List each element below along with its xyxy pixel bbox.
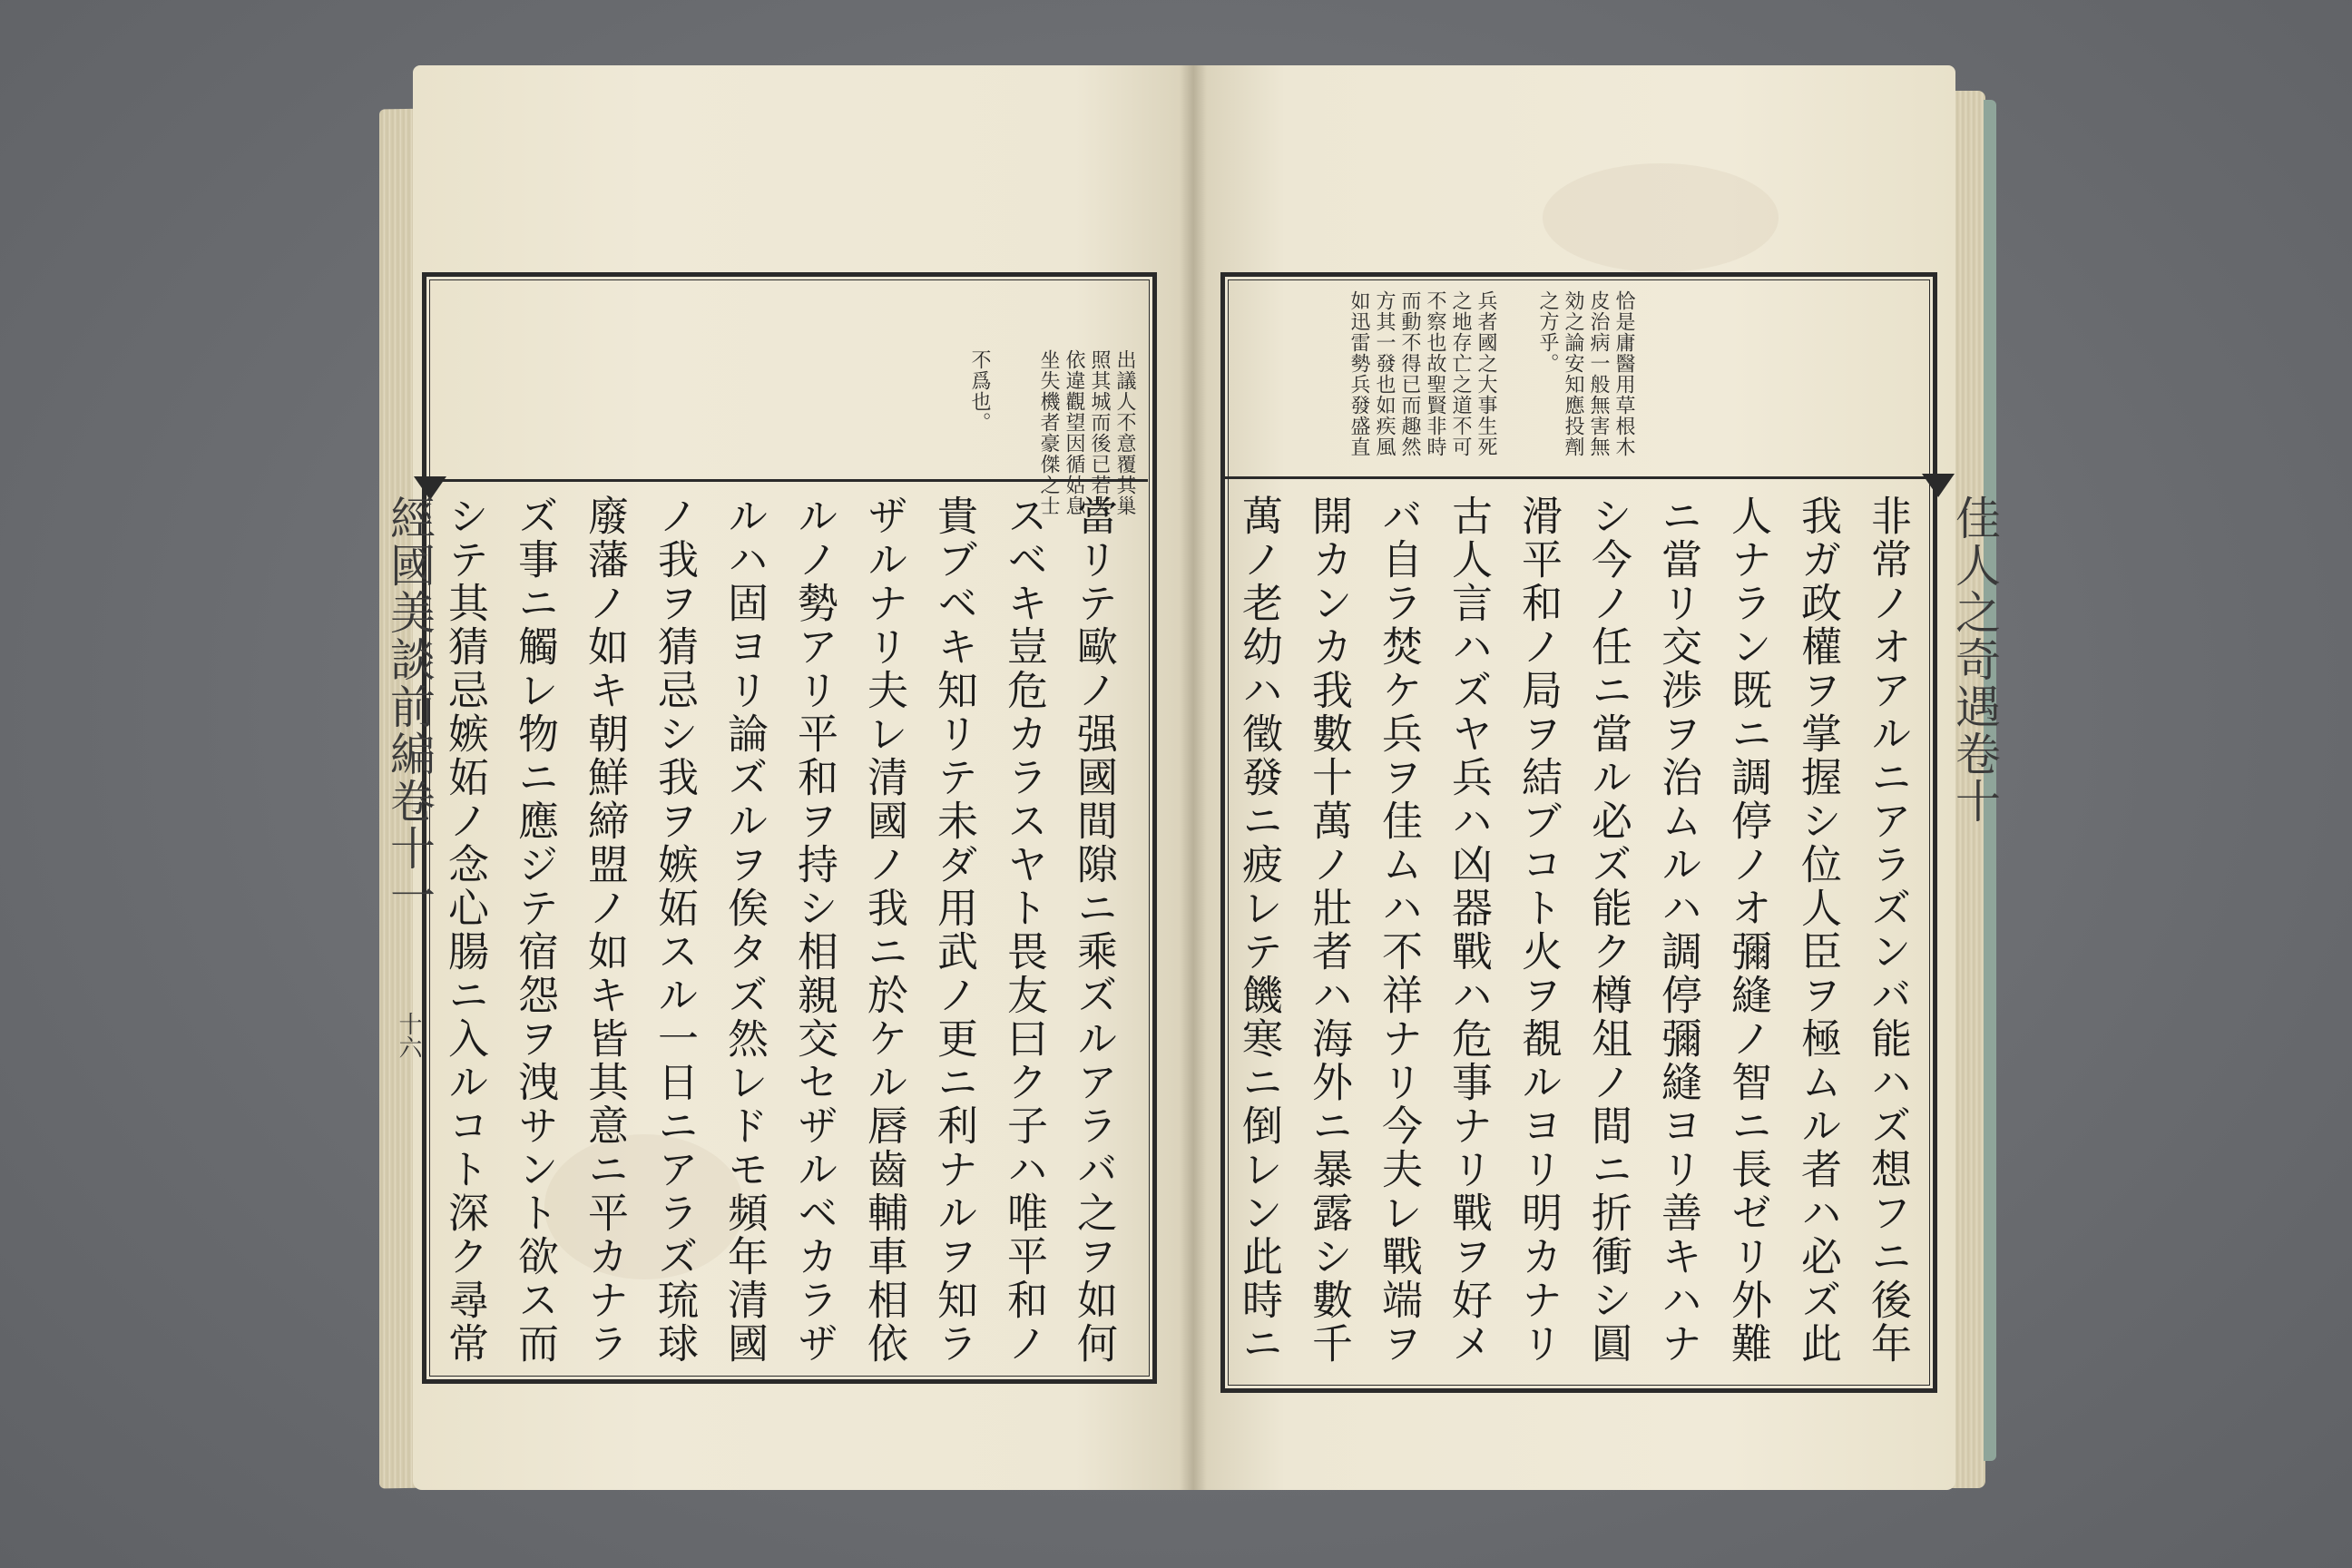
- left-text-column: ノ我ヲ猜忌シ我ヲ嫉妬スル一日ニアラズ琉球: [651, 495, 699, 1366]
- right-text-column: 古人言ハズヤ兵ハ凶器戰ハ危事ナリ戰ヲ好メ: [1445, 495, 1493, 1366]
- right-note-line: 効之論安知應投劑: [1562, 290, 1584, 457]
- right-note-line: 恰是庸醫用草根木: [1612, 290, 1635, 457]
- left-text-column: 廢藩ノ如キ朝鮮締盟ノ如キ皆其意ニ平カナラ: [581, 495, 629, 1366]
- book-gutter: [1180, 65, 1207, 1490]
- left-note-line: 坐失機者豪傑之士: [1037, 349, 1060, 516]
- right-text-column: 非常ノオアルニアラズンバ能ハズ想フニ後年: [1864, 495, 1912, 1366]
- left-text-column: ザルナリ夫レ清國ノ我ニ於ケル唇齒輔車相依: [860, 495, 908, 1366]
- left-text-column: 當リテ歐ノ强國間隙ニ乘ズルアラバ之ヲ如何: [1070, 495, 1118, 1366]
- paper-stain: [1543, 163, 1779, 272]
- right-text-column: ニ當リ交渉ヲ治ムルハ調停彌縫ヨリ善キハナ: [1654, 495, 1702, 1366]
- right-note-line: 皮治病一般無害無: [1587, 290, 1610, 457]
- left-text-column: スベキ豈危カラスヤト畏友曰ク子ハ唯平和ノ: [1000, 495, 1048, 1366]
- right-note-line: 不察也故聖賢非時: [1424, 290, 1446, 457]
- right-note-line: 如迅雷勢兵發盛直: [1348, 290, 1370, 457]
- right-note-line: 之方乎。: [1536, 290, 1559, 374]
- left-note-line: 依違觀望因循姑息: [1063, 349, 1085, 516]
- right-text-column: 開カンカ我數十萬ノ壯者ハ海外ニ暴露シ數千: [1305, 495, 1353, 1366]
- right-text-column: シ今ノ任ニ當ル必ズ能ク樽俎ノ間ニ折衝シ圓: [1584, 495, 1632, 1366]
- right-margin-title: 佳人之奇遇卷十: [1948, 495, 2001, 825]
- right-note-line: 之地存亡之道不可: [1449, 290, 1472, 457]
- left-note-line: 出議人不意覆其巢: [1113, 349, 1136, 516]
- left-note-line: 照其城而後已若夫: [1088, 349, 1111, 516]
- left-text-column: ルハ固ヨリ論ズルヲ俟タズ然レドモ頻年清國: [720, 495, 769, 1366]
- right-note-line: 兵者國之大事生死: [1475, 290, 1497, 457]
- right-text-column: 人ナラン既ニ調停ノオ彌縫ノ智ニ長ゼリ外難: [1724, 495, 1772, 1366]
- right-note-line: 方其一發也如疾風: [1373, 290, 1396, 457]
- left-margin-title: 經國美談前編卷十一: [383, 495, 436, 919]
- right-text-column: 萬ノ老幼ハ徵發ニ疲レテ饑寒ニ倒レン此時ニ: [1235, 495, 1283, 1366]
- left-note-line: 不爲也。: [968, 349, 991, 433]
- left-text-column: ルノ勢アリ平和ヲ持シ相親交セザルベカラザ: [790, 495, 838, 1366]
- right-text-column: バ自ラ焚ケ兵ヲ佳ムハ不祥ナリ今夫レ戰端ヲ: [1375, 495, 1423, 1366]
- right-note-line: 而動不得已而趣然: [1398, 290, 1421, 457]
- right-text-column: 我ガ政權ヲ掌握シ位人臣ヲ極ムル者ハ必ズ此: [1794, 495, 1842, 1366]
- left-text-column: 貴ブベキ知リテ未ダ用武ノ更ニ利ナルヲ知ラ: [930, 495, 978, 1366]
- left-text-column: ズ事ニ觸レ物ニ應ジテ宿怨ヲ洩サント欲ス而: [511, 495, 559, 1366]
- right-text-column: 滑平和ノ局ヲ結ブコト火ヲ覩ルヨリ明カナリ: [1514, 495, 1563, 1366]
- right-note-separator: [1225, 476, 1928, 479]
- left-folio: 十六: [395, 1012, 422, 1059]
- left-text-column: シテ其猜忌嫉妬ノ念心腸ニ入ルコト深ク尋常: [441, 495, 489, 1366]
